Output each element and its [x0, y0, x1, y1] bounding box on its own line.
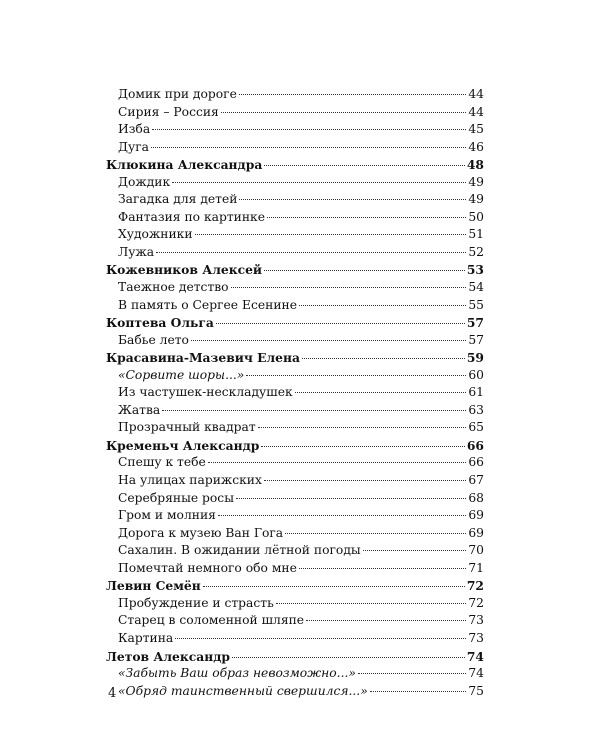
page-number: 4 [108, 686, 117, 701]
dot-leader [299, 568, 466, 569]
toc-entry-title: Картина [118, 630, 174, 645]
dot-leader [363, 550, 466, 551]
dot-leader [306, 620, 466, 621]
toc-entry [106, 472, 484, 490]
dot-leader [302, 358, 465, 359]
toc-entry-title: «Забыть Ваш образ невозможно...» [118, 666, 356, 681]
toc-entry-page: 60 [468, 367, 484, 382]
toc-entry-page: 51 [468, 227, 484, 242]
toc-entry [106, 560, 484, 578]
dot-leader [162, 410, 466, 411]
dot-leader [208, 462, 466, 463]
dot-leader [285, 533, 466, 534]
toc-entry-title: В память о Сергее Есенине [118, 297, 297, 312]
toc-entry-page: 67 [468, 473, 484, 488]
toc-entry-title: Левин Семён [106, 578, 201, 594]
toc-entry-title: Кожевников Алексей [106, 262, 263, 278]
toc-entry [106, 191, 484, 209]
toc-entry-page: 74 [466, 648, 484, 664]
toc-entry-title: Коптева Ольга [106, 315, 214, 331]
toc-entry [106, 454, 484, 472]
toc-entry-page: 73 [468, 613, 484, 628]
toc-entry [106, 630, 484, 648]
toc-entry-page: 68 [468, 490, 484, 505]
dot-leader [264, 270, 465, 271]
toc-entry [106, 402, 484, 420]
toc-entry-title: Помечтай немного обо мне [118, 560, 297, 575]
toc-author-entry [106, 314, 484, 332]
toc-entry-page: 72 [468, 595, 484, 610]
dot-leader [299, 305, 466, 306]
toc-entry-page: 44 [468, 104, 484, 119]
toc-entry-page: 53 [466, 262, 484, 278]
dot-leader [172, 182, 466, 183]
toc-entry-page: 61 [468, 385, 484, 400]
toc-entry [106, 297, 484, 315]
dot-leader [231, 287, 466, 288]
dot-leader [221, 112, 466, 113]
toc-entry-title: Прозрачный квадрат [118, 420, 256, 435]
toc-entry [106, 367, 484, 385]
toc-entry [106, 490, 484, 508]
toc-entry-title: Из частушек-нескладушек [118, 385, 293, 400]
toc-entry-title: Сахалин. В ожидании лётной погоды [118, 543, 361, 558]
toc-entry-page: 44 [468, 87, 484, 101]
toc-entry [106, 525, 484, 543]
toc-author-entry [106, 261, 484, 279]
dot-leader [246, 375, 466, 376]
toc-entry-title: На улицах парижских [118, 473, 262, 488]
toc-entry [106, 104, 484, 122]
toc-entry-page: 55 [468, 297, 484, 312]
dot-leader [216, 323, 465, 324]
toc-entry-title: Изба [118, 122, 151, 137]
dot-leader [232, 657, 465, 658]
dot-leader [264, 165, 465, 166]
toc-entry [106, 121, 484, 139]
dot-leader [267, 217, 466, 218]
toc-entry-page: 66 [466, 437, 484, 453]
toc-entry-title: Клюкина Александра [106, 157, 263, 173]
toc-author-entry [106, 577, 484, 595]
dot-leader [295, 392, 466, 393]
toc-author-entry [106, 648, 484, 666]
toc-entry-title: Загадка для детей [118, 192, 238, 207]
dot-leader [239, 199, 466, 200]
dot-leader [156, 252, 466, 253]
dot-leader [236, 498, 466, 499]
toc-entry-page: 59 [466, 350, 484, 366]
dot-leader [261, 446, 464, 447]
toc-author-entry [106, 349, 484, 367]
toc-entry-page: 57 [468, 332, 484, 347]
dot-leader [218, 515, 466, 516]
toc-entry [106, 244, 484, 262]
dot-leader [276, 603, 466, 604]
table-of-contents [106, 86, 484, 700]
toc-entry-page: 63 [468, 402, 484, 417]
toc-entry [106, 683, 484, 701]
toc-entry-title: Дуга [118, 139, 150, 154]
toc-entry [106, 209, 484, 227]
toc-entry [106, 332, 484, 350]
toc-entry-page: 49 [468, 192, 484, 207]
toc-entry-page: 75 [468, 683, 484, 698]
toc-entry-title: Дождик [118, 174, 171, 189]
toc-entry-title: Домик при дороге [118, 87, 237, 101]
dot-leader [195, 234, 466, 235]
toc-entry [106, 612, 484, 630]
toc-entry [106, 384, 484, 402]
toc-entry [106, 279, 484, 297]
toc-entry-title: Спешу к тебе [118, 455, 206, 470]
toc-entry-page: 71 [468, 560, 484, 575]
toc-entry-page: 52 [468, 244, 484, 259]
dot-leader [370, 691, 466, 692]
toc-entry-page: 45 [468, 122, 484, 137]
dot-leader [152, 129, 466, 130]
toc-entry-title: Кременьч Александр [106, 437, 260, 453]
toc-entry-page: 69 [468, 508, 484, 523]
toc-entry [106, 174, 484, 192]
dot-leader [191, 340, 466, 341]
toc-entry-page: 70 [468, 543, 484, 558]
toc-entry [106, 542, 484, 560]
toc-entry-page: 50 [468, 209, 484, 224]
dot-leader [151, 147, 466, 148]
toc-entry-page: 73 [468, 630, 484, 645]
toc-entry-page: 69 [468, 525, 484, 540]
toc-entry [106, 507, 484, 525]
toc-author-entry [106, 156, 484, 174]
toc-entry-title: Гром и молния [118, 508, 216, 523]
toc-entry-page: 57 [466, 315, 484, 331]
toc-entry-page: 54 [468, 280, 484, 295]
toc-entry-title: Пробуждение и страсть [118, 595, 274, 610]
toc-entry-page: 66 [468, 455, 484, 470]
toc-entry-page: 65 [468, 420, 484, 435]
toc-entry-title: Фантазия по картинке [118, 209, 265, 224]
dot-leader [175, 638, 466, 639]
toc-entry-page: 48 [466, 157, 484, 173]
dot-leader [258, 427, 466, 428]
toc-entry-page: 72 [466, 578, 484, 594]
toc-entry-title: Дорога к музею Ван Гога [118, 525, 284, 540]
toc-entry-title: Летов Александр [106, 648, 230, 664]
toc-entry-title: «Сорвите шоры...» [118, 367, 245, 382]
dot-leader [264, 480, 466, 481]
dot-leader [239, 94, 466, 95]
toc-entry-title: Красавина-Мазевич Елена [106, 350, 300, 366]
toc-author-entry [106, 437, 484, 455]
toc-entry [106, 419, 484, 437]
toc-entry-title: Старец в соломенной шляпе [118, 613, 305, 628]
toc-entry-page: 49 [468, 174, 484, 189]
toc-entry-title: «Обряд таинственный свершился...» [118, 683, 368, 698]
toc-entry-page: 46 [468, 139, 484, 154]
toc-entry-title: Сирия – Россия [118, 104, 219, 119]
toc-entry-title: Жатва [118, 402, 161, 417]
toc-entry [106, 665, 484, 683]
toc-entry-title: Бабье лето [118, 332, 189, 347]
toc-entry [106, 86, 484, 104]
toc-entry-title: Серебряные росы [118, 490, 234, 505]
dot-leader [358, 673, 466, 674]
toc-entry-title: Художники [118, 227, 193, 242]
toc-entry-title: Лужа [118, 244, 155, 259]
dot-leader [203, 586, 465, 587]
toc-entry [106, 139, 484, 157]
toc-entry [106, 595, 484, 613]
toc-entry-title: Таежное детство [118, 280, 229, 295]
toc-entry [106, 226, 484, 244]
toc-entry-page: 74 [468, 666, 484, 681]
